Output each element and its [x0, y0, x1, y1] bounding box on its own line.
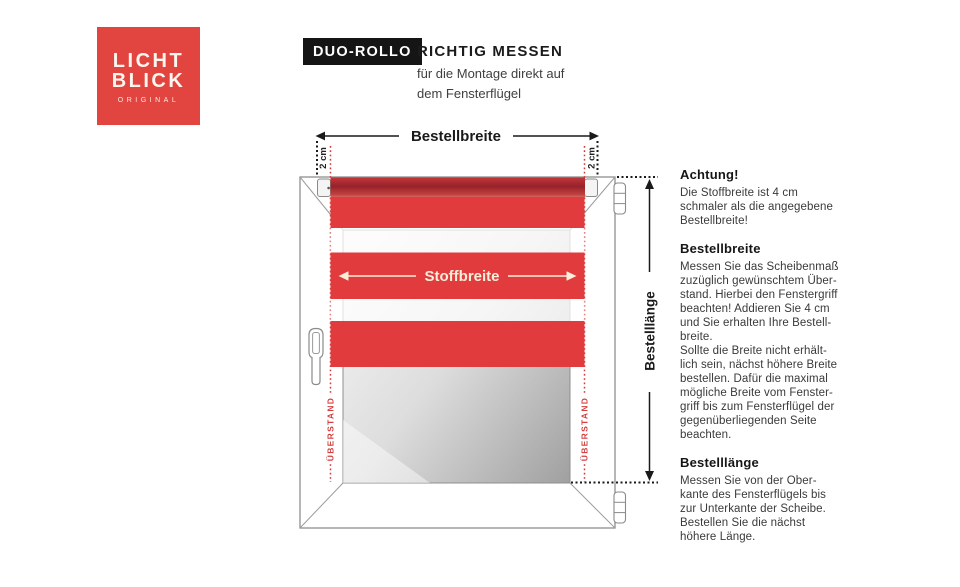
text-line: schmaler als die angegebene	[680, 201, 833, 213]
text-line: beachten.	[680, 429, 732, 441]
text-line: Die Stoffbreite ist 4 cm	[680, 187, 798, 199]
fabric-sheer-band-2	[331, 299, 585, 321]
window-hinge-bottom	[614, 492, 626, 523]
logo-original-label: ORIGINAL	[117, 97, 180, 104]
text-line: Sollte die Breite nicht erhält-	[680, 345, 827, 357]
text-line: Bestellen Sie die nächst	[680, 517, 806, 529]
text-line: breite.	[680, 331, 713, 343]
subtitle-line1: für die Montage direkt auf	[417, 66, 565, 81]
bestellbreite-label: Bestellbreite	[410, 128, 502, 145]
bestelllaenge-arrowhead-top	[645, 179, 654, 189]
text-line: Messen Sie das Scheibenmaß	[680, 261, 839, 273]
fabric-band-1	[331, 197, 585, 228]
text-line: gegenüberliegenden Seite	[680, 415, 817, 427]
text-line: Bestellbreite!	[680, 215, 748, 227]
text-line: und Sie erhalten Ihre Bestell-	[680, 317, 832, 329]
product-badge: DUO-ROLLO	[303, 38, 422, 65]
text-line: zur Unterkante der Scheibe.	[680, 503, 826, 515]
roller-pin-left	[327, 187, 330, 190]
roller-bracket-right	[585, 179, 598, 197]
window-hinge-top	[614, 183, 626, 214]
section-bestelllaenge	[680, 455, 880, 544]
bestellbreite-measure	[316, 128, 600, 176]
stoffbreite-label: Stoffbreite	[424, 268, 500, 285]
section-bestellbreite	[680, 241, 880, 442]
margin-2cm-label-left: 2 cm	[318, 147, 329, 169]
duo-roller-blind	[318, 178, 598, 368]
roller-tube	[331, 178, 586, 198]
logo-line2: BLICK	[111, 70, 186, 92]
text-line: Messen Sie von der Ober-	[680, 475, 817, 487]
section-heading: Bestelllänge	[680, 455, 759, 470]
bestellbreite-arrowhead-right	[590, 132, 600, 141]
ueberstand-label-right: ÜBERSTAND	[579, 396, 590, 462]
section-achtung	[680, 167, 880, 228]
bestelllaenge-arrowhead-bottom	[645, 471, 654, 481]
bestellbreite-arrowhead-left	[316, 132, 326, 141]
section-heading: Achtung!	[680, 167, 739, 182]
text-line: kante des Fensterflügels bis	[680, 489, 826, 501]
text-line: höhere Länge.	[680, 531, 756, 543]
text-line: mögliche Breite vom Fenster-	[680, 387, 833, 399]
section-heading: Bestellbreite	[680, 241, 761, 256]
text-line: griff bis zum Fensterflügel der	[680, 401, 835, 413]
fabric-band-3	[331, 321, 585, 367]
ueberstand-label-left: ÜBERSTAND	[325, 396, 336, 462]
text-line: lich sein, nächst höhere Breite	[680, 359, 838, 371]
fabric-sheer-band-1	[331, 228, 585, 253]
text-line: stand. Hierbei den Fenstergriff	[680, 289, 838, 301]
subtitle-line2: dem Fensterflügel	[417, 86, 522, 101]
instruction-column	[680, 167, 880, 557]
margin-2cm-label-right: 2 cm	[586, 147, 598, 169]
page-title: RICHTIG MESSEN	[417, 43, 563, 60]
text-line: zuzüglich gewünschtem Über-	[680, 275, 837, 287]
bestelllaenge-label: Bestelllänge	[642, 291, 658, 371]
logo-line1: LICHT	[112, 50, 185, 72]
text-line: bestellen. Dafür die maximal	[680, 373, 828, 385]
text-line: beachten! Addieren Sie 4 cm	[680, 303, 830, 315]
